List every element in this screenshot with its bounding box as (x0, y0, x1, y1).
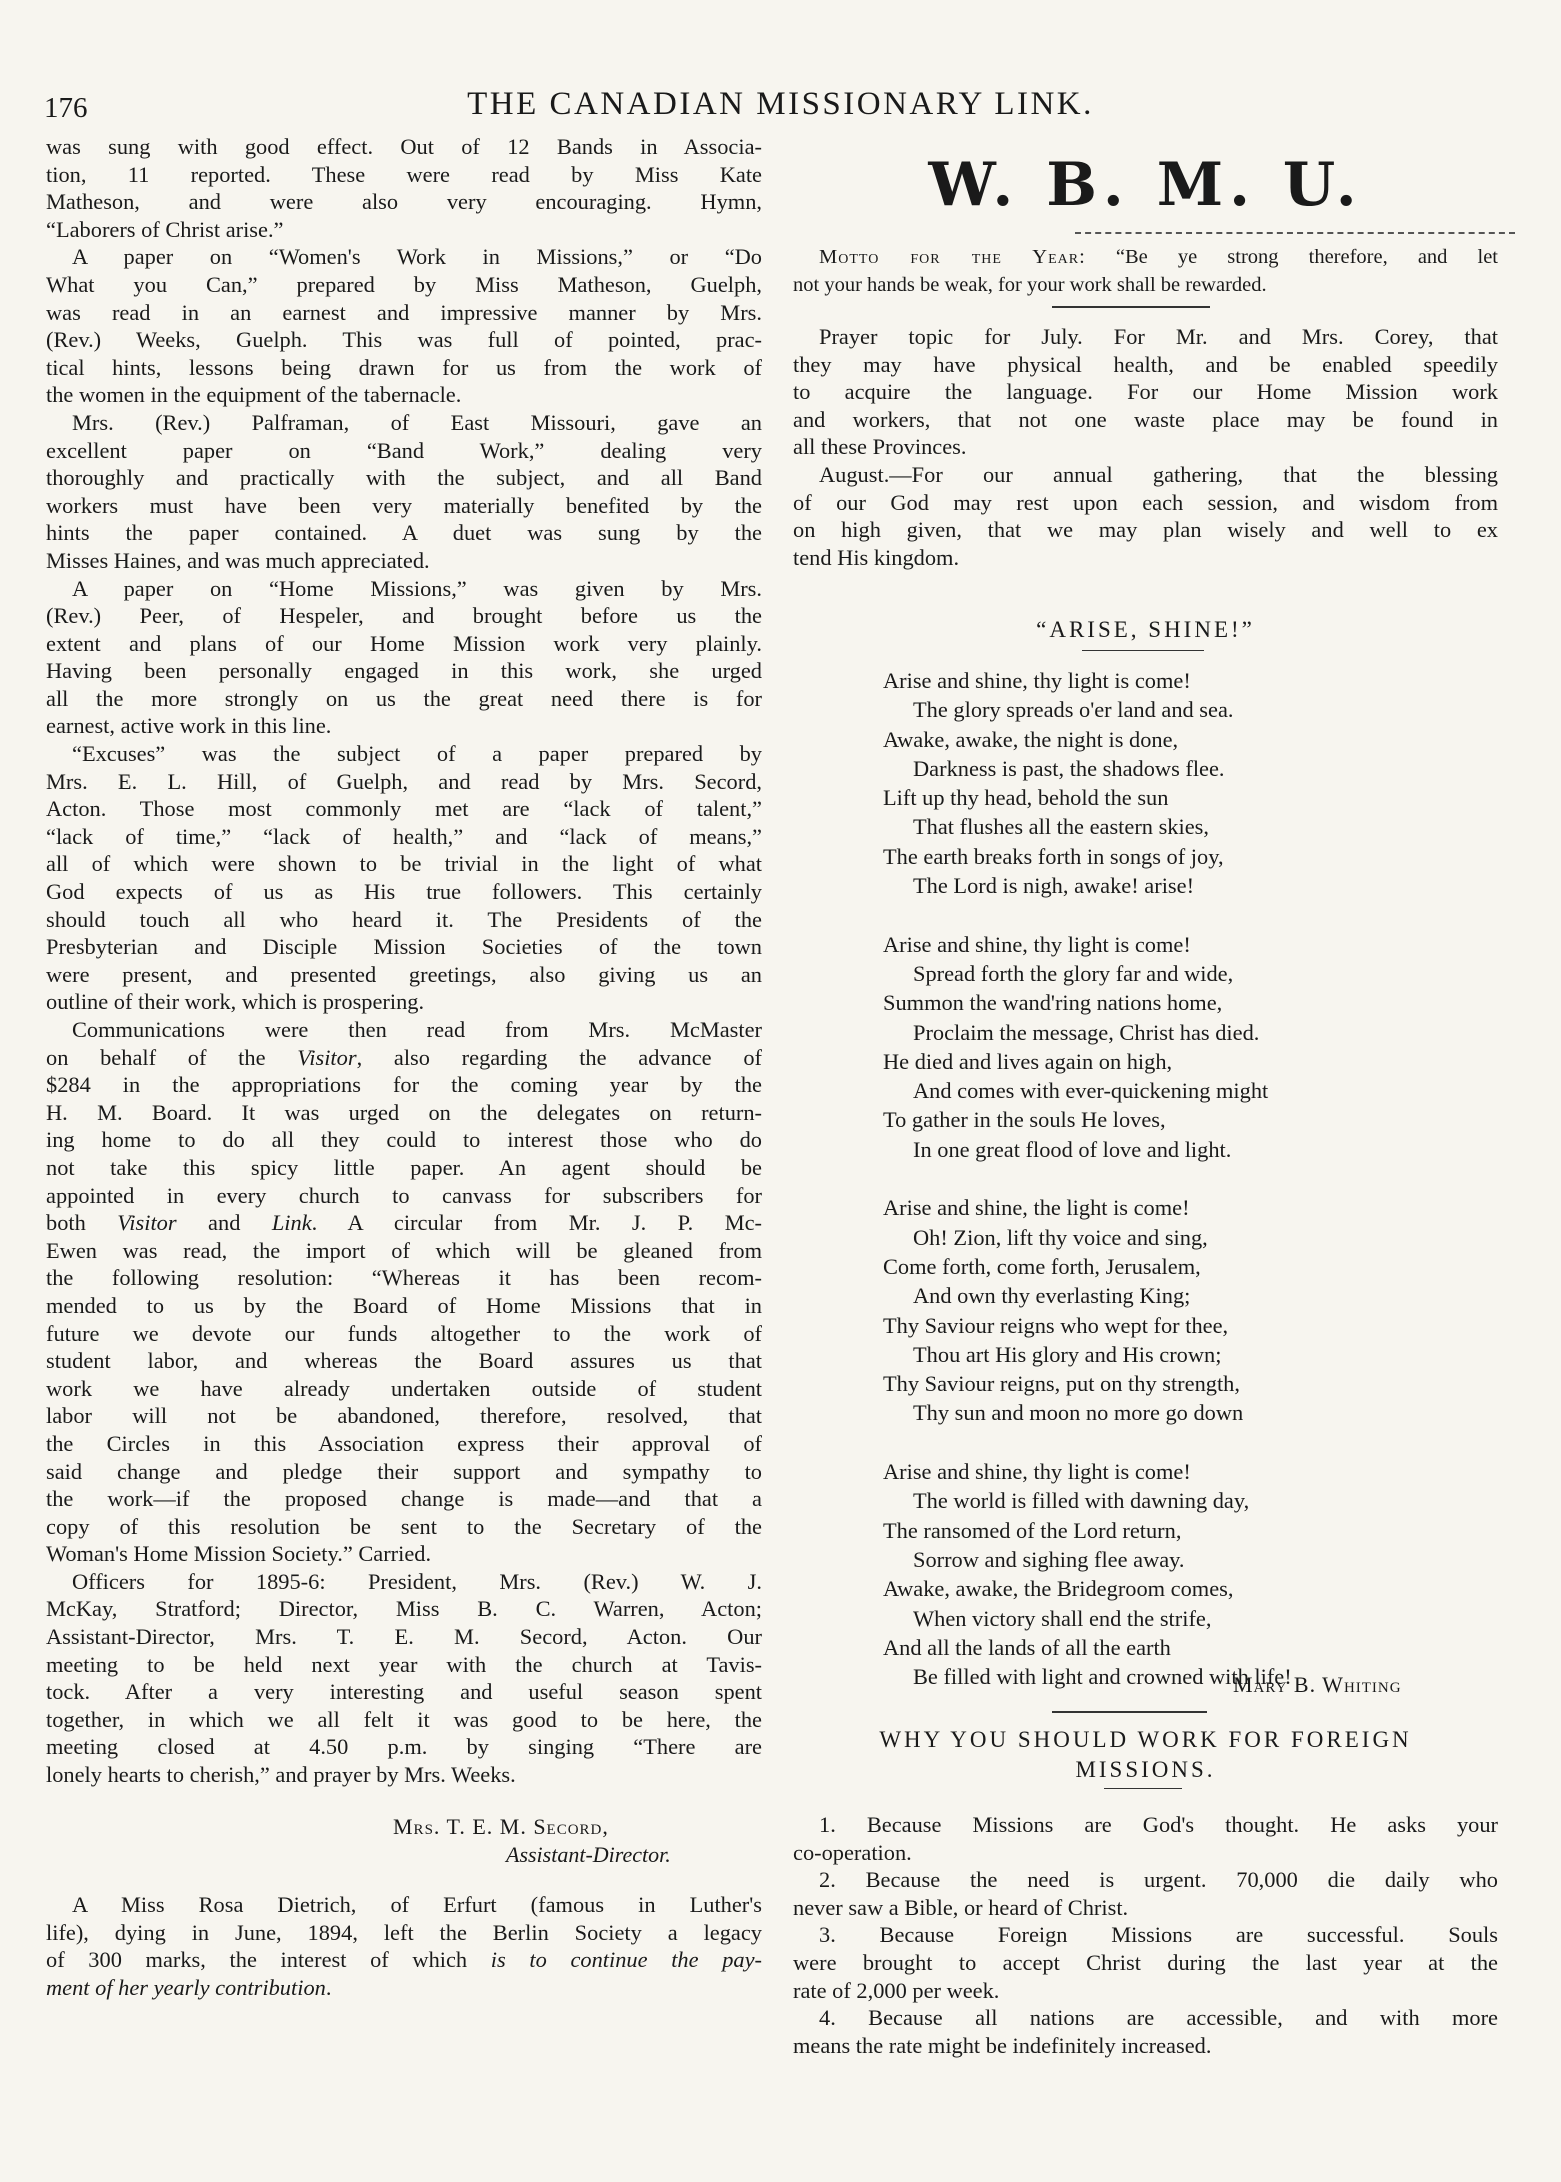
article-line: (Rev.) Weeks, Guelph. This was full of pointed, prac- (46, 327, 762, 353)
article-line: “Excuses” was the subject of a paper prepared by (72, 741, 762, 767)
note-line: life), dying in June, 1894, left the Berlin Society a legacy (46, 1919, 762, 1945)
motto-line: not your hands be weak, for your work shall be rewarded. (793, 273, 1267, 296)
poem-line: The Lord is nigh, awake! arise! (913, 873, 1195, 899)
article-line: both Visitor and Link. A circular from Mr. J. P. Mc- (46, 1210, 763, 1236)
article-line: H. M. Board. It was urged on the delegates on return- (46, 1099, 762, 1125)
article-line: outline of their work, which is prospering. (46, 989, 425, 1015)
why-item-line: were brought to accept Christ during the last year at the (793, 1949, 1498, 1975)
poem-line: Proclaim the message, Christ has died. (913, 1019, 1260, 1045)
article-line: God expects of us as His true followers. This certainly (46, 879, 762, 905)
article-line: Having been personally engaged in this work, she urged (46, 658, 762, 684)
article-line: said change and pledge their support and sympathy to (46, 1458, 762, 1484)
article-line: tical hints, lessons being drawn for us from the work of (46, 354, 762, 380)
stanza-gap (883, 1428, 1292, 1457)
stanza-gap (883, 1164, 1292, 1193)
prayer-line: and workers, that not one waste place may be found in (793, 406, 1498, 432)
rule-before-why (1052, 1711, 1207, 1713)
article-line: future we devote our funds altogether to the work of (46, 1320, 762, 1346)
article-line: hints the paper contained. A duet was sung by the (46, 520, 762, 546)
article-line: McKay, Stratford; Director, Miss B. C. Warren, Acton; (46, 1596, 762, 1622)
poem-line: Arise and shine, thy light is come! (883, 1459, 1191, 1485)
article-line: Mrs. (Rev.) Palframan, of East Missouri, gave an (72, 409, 762, 435)
article-line: should touch all who heard it. The Presidents of the (46, 906, 762, 932)
why-title-underline (1104, 1788, 1182, 1789)
poem-line: Sorrow and sighing flee away. (913, 1546, 1185, 1572)
article-line: was sung with good effect. Out of 12 Bands in Associa- (46, 134, 762, 159)
article-line: meeting to be held next year with the church at Tavis- (46, 1651, 762, 1677)
poem-line: Arise and shine, the light is come! (883, 1195, 1190, 1221)
poem-line: When victory shall end the strife, (913, 1605, 1212, 1631)
article-line: “lack of time,” “lack of health,” and “lack of means,” (46, 823, 762, 849)
poem-line: Summon the wand'ring nations home, (883, 990, 1223, 1016)
article-line: Presbyterian and Disciple Mission Societies of the town (46, 934, 762, 960)
why-title-line-1: WHY YOU SHOULD WORK FOR FOREIGN (879, 1727, 1412, 1752)
poem-line: That flushes all the eastern skies, (913, 814, 1209, 840)
prayer-line: they may have physical health, and be enabled speedily (793, 351, 1498, 377)
poem-line: Arise and shine, thy light is come! (883, 931, 1191, 957)
article-line: lonely hearts to cherish,” and prayer by Mrs. Weeks. (46, 1762, 516, 1788)
article-line: (Rev.) Peer, of Hespeler, and brought before us the (46, 603, 762, 629)
prayer-line: to acquire the language. For our Home Mission work (793, 379, 1498, 405)
prayer-line: all these Provinces. (793, 434, 967, 460)
article-line: What you Can,” prepared by Miss Matheson, Guelph, (46, 271, 762, 297)
why-item-line: 1. Because Missions are God's thought. He asks your (819, 1812, 1498, 1837)
article-line: excellent paper on “Band Work,” dealing very (46, 437, 762, 463)
running-head: THE CANADIAN MISSIONARY LINK. (467, 86, 1094, 122)
article-line: the work—if the proposed change is made—and that a (46, 1486, 762, 1512)
poem-line: Spread forth the glory far and wide, (913, 960, 1234, 986)
article-line: Matheson, and were also very encouraging. Hymn, (46, 189, 762, 215)
poem-line: The ransomed of the Lord return, (883, 1517, 1182, 1543)
poem-title-underline (1082, 650, 1204, 651)
rule-after-motto (1052, 306, 1210, 308)
article-line: the women in the equipment of the tabernacle. (46, 382, 462, 408)
poem-line: Darkness is past, the shadows flee. (913, 755, 1225, 781)
why-list (793, 1811, 1498, 2059)
prayer-line: of our God may rest upon each session, and wisdom from (793, 489, 1498, 515)
poem-line: And all the lands of all the earth (883, 1634, 1171, 1660)
article-line: Misses Haines, and was much appreciated. (46, 547, 430, 573)
prayer-line: Prayer topic for July. For Mr. and Mrs. Corey, that (819, 324, 1498, 349)
poem-line: And comes with ever-quickening might (913, 1078, 1269, 1104)
wbmu-heading: W. B. M. U. (928, 150, 1363, 220)
note-line: A Miss Rosa Dietrich, of Erfurt (famous in Luther's (72, 1892, 762, 1917)
signature-title: Assistant-Director. (506, 1842, 671, 1867)
article-line: Ewen was read, the import of which will be gleaned from (46, 1237, 762, 1263)
article-line: ing home to do all they could to interest those who do (46, 1127, 762, 1153)
article-line: thoroughly and practically with the subject, and all Band (46, 465, 762, 491)
article-line: copy of this resolution be sent to the Secretary of the (46, 1513, 762, 1539)
article-line: labor will not be abandoned, therefore, resolved, that (46, 1403, 762, 1429)
article-line: together, in which we all felt it was good to be here, the (46, 1706, 762, 1732)
article-line: on behalf of the Visitor, also regarding the advance of (46, 1044, 762, 1070)
why-title-line-2: MISSIONS. (1075, 1757, 1216, 1782)
poem-line: Be filled with light and crowned with life! (913, 1664, 1292, 1690)
note-line: ment of her yearly contribution. (46, 1974, 332, 2000)
article-line: mended to us by the Board of Home Missions that in (46, 1292, 762, 1318)
poem-line: Thy Saviour reigns, put on thy strength, (883, 1371, 1240, 1397)
prayer-line: August.—For our annual gathering, that the blessing (819, 461, 1498, 487)
article-line: Assistant-Director, Mrs. T. E. M. Secord, Acton. Our (46, 1624, 762, 1650)
article-line: the following resolution: “Whereas it has been recom- (46, 1265, 762, 1291)
poem-line: To gather in the souls He loves, (883, 1107, 1166, 1133)
article-line: Mrs. E. L. Hill, of Guelph, and read by Mrs. Secord, (46, 768, 762, 794)
poem-line: The glory spreads o'er land and sea. (913, 697, 1234, 723)
article-line: Officers for 1895-6: President, Mrs. (Rev.) W. J. (72, 1568, 762, 1594)
article-line: were present, and presented greetings, also giving us an (46, 961, 762, 987)
article-line: earnest, active work in this line. (46, 713, 332, 739)
article-line: all of which were shown to be trivial in the light of what (46, 851, 762, 877)
legacy-note (46, 1891, 762, 2001)
article-line: the Circles in this Association express their approval of (46, 1430, 762, 1456)
poem-line: Thou art His glory and His crown; (913, 1341, 1222, 1367)
article-line: was read in an earnest and impressive manner by Mrs. (46, 299, 762, 325)
article-line: workers must have been very materially benefited by the (46, 492, 762, 518)
article-line: “Laborers of Christ arise.” (46, 216, 284, 242)
motto-line: Motto for the Year: “Be ye strong therefore, and let (819, 246, 1498, 268)
poem-line: Thy sun and moon no more go down (913, 1400, 1244, 1426)
poem-line: He died and lives again on high, (883, 1048, 1173, 1074)
prayer-line: on high given, that we may plan wisely and well to ex (793, 517, 1498, 543)
article-line: all the more strongly on us the great need there is for (46, 685, 762, 711)
poem-line: And own thy everlasting King; (913, 1283, 1191, 1309)
article-line: A paper on “Home Missions,” was given by Mrs. (72, 575, 762, 601)
heading-dashed-rule (1075, 232, 1515, 234)
motto (793, 244, 1498, 299)
why-item-line: never saw a Bible, or heard of Christ. (793, 1894, 1129, 1920)
prayer-line: tend His kingdom. (793, 544, 960, 570)
why-item-line: 4. Because all nations are accessible, and with more (819, 2005, 1498, 2031)
stanza-gap (883, 900, 1292, 929)
poem-line: Awake, awake, the Bridegroom comes, (883, 1576, 1234, 1602)
prayer-topics (793, 323, 1498, 571)
signature-name: Mrs. T. E. M. Secord, (393, 1814, 609, 1839)
poem (883, 666, 1292, 1691)
page-number: 176 (44, 92, 88, 124)
why-item-line: rate of 2,000 per week. (793, 1977, 1000, 2003)
article-line: appointed in every church to canvass for subscribers for (46, 1182, 762, 1208)
note-line: of 300 marks, the interest of which is to continue the pay- (46, 1947, 762, 1973)
article-line: Acton. Those most commonly met are “lack of talent,” (46, 796, 762, 822)
article-line: work we have already undertaken outside of student (46, 1375, 762, 1401)
why-item-line: 2. Because the need is urgent. 70,000 die daily who (819, 1867, 1498, 1893)
poem-line: In one great flood of love and light. (913, 1136, 1232, 1162)
article-line: A paper on “Women's Work in Missions,” or “Do (72, 244, 762, 270)
article-line: meeting closed at 4.50 p.m. by singing “There are (46, 1734, 762, 1760)
article-line: student labor, and whereas the Board assures us that (46, 1348, 762, 1374)
poem-line: Awake, awake, the night is done, (883, 726, 1179, 752)
left-column (46, 133, 762, 1789)
why-item-line: means the rate might be indefinitely increased. (793, 2032, 1212, 2058)
poem-line: Arise and shine, thy light is come! (883, 668, 1191, 693)
article-line: tock. After a very interesting and useful season spent (46, 1679, 762, 1705)
article-line: not take this spicy little paper. An agent should be (46, 1154, 762, 1180)
poem-line: The earth breaks forth in songs of joy, (883, 843, 1224, 869)
poem-line: Come forth, come forth, Jerusalem, (883, 1253, 1201, 1279)
poem-author: Mary B. Whiting (1233, 1672, 1402, 1697)
poem-line: Lift up thy head, behold the sun (883, 785, 1169, 811)
poem-title: “ARISE, SHINE!” (1036, 617, 1255, 642)
article-line: $284 in the appropriations for the coming year by the (46, 1072, 762, 1098)
poem-line: The world is filled with dawning day, (913, 1488, 1250, 1514)
poem-line: Oh! Zion, lift thy voice and sing, (913, 1224, 1208, 1250)
article-line: Communications were then read from Mrs. McMaster (72, 1017, 762, 1042)
why-item-line: 3. Because Foreign Missions are successful. Souls (819, 1922, 1498, 1948)
article-line: tion, 11 reported. These were read by Miss Kate (46, 161, 762, 187)
poem-line: Thy Saviour reigns who wept for thee, (883, 1312, 1229, 1338)
article-line: extent and plans of our Home Mission work very plainly. (46, 630, 762, 656)
article-line: Woman's Home Mission Society.” Carried. (46, 1541, 432, 1567)
why-item-line: co-operation. (793, 1839, 912, 1865)
